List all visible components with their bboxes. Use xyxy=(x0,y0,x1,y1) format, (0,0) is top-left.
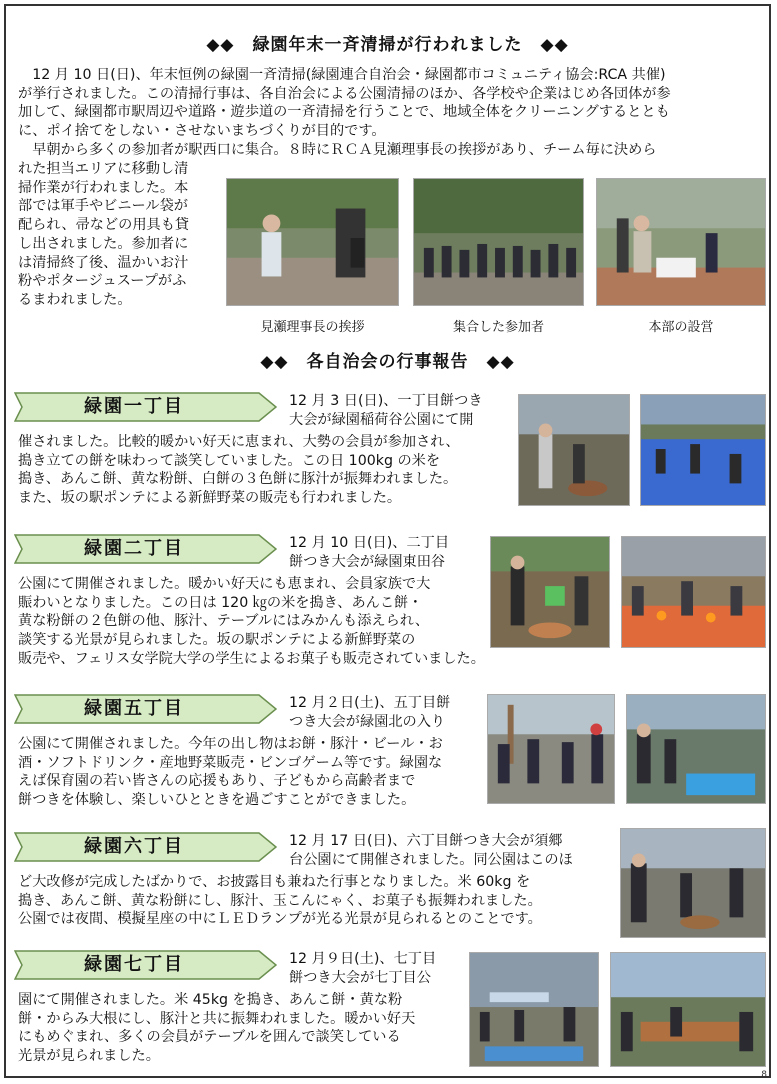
section-text-line: 餅つき大会が七丁目公 xyxy=(289,969,431,986)
section-label-text: 緑園二丁目 xyxy=(84,538,184,559)
chome2-mochi-photo-b xyxy=(621,536,766,648)
cleanup-line: は清掃終了後、温かいお汁 xyxy=(18,254,189,271)
photo-caption: 見瀬理事長の挨拶 xyxy=(260,320,365,335)
section-text-line: ど大改修が完成したばかりで、お披露目も兼ねた行事となりました。米 60kg を xyxy=(18,874,531,890)
section-text-line: 光景が見られました。 xyxy=(18,1048,160,1065)
section-text-line: 12 月 10 日(日)、二丁目 xyxy=(289,535,450,551)
section-head xyxy=(289,950,479,987)
section-label xyxy=(14,832,277,862)
section-text-line: 催されました。比較的暖かい好天に恵まれ、大勢の会員が参加され、 xyxy=(18,434,460,450)
section-text-line: 12 月 17 日(日)、六丁目餅つき大会が須郷 xyxy=(289,833,563,849)
chome6-mochi-photo xyxy=(620,828,766,938)
section-head xyxy=(289,694,489,731)
section-body xyxy=(18,991,473,1066)
section-text-line: にもめぐまれ、多くの会員がテーブルを囲んで談笑している xyxy=(18,1029,401,1046)
section-text-line: 大会が緑園稲荷谷公園にて開 xyxy=(289,411,474,428)
section-text-line: 餅・からみ大根にし、豚汁と共に振舞われました。暖かい好天 xyxy=(18,1010,416,1027)
chairman-greeting-photo xyxy=(226,178,399,306)
section-text-line: 酒・ソフトドリンク・産地野菜販売・ビンゴゲーム等です。緑園な xyxy=(18,754,443,771)
newsletter-page xyxy=(4,4,771,1078)
section-label xyxy=(14,392,277,422)
section-body xyxy=(18,873,628,929)
section-text-line: 公園では夜間、模擬星座の中にＬＥＤランプが光る光景が見られるとのことです。 xyxy=(18,911,542,928)
cleanup-paragraph xyxy=(18,160,228,310)
cleanup-line: 掃作業が行われました。本 xyxy=(18,179,189,196)
photo-caption: 本部の設営 xyxy=(648,320,714,335)
cleanup-line: 部では軍手やビニール袋が xyxy=(18,198,188,215)
section-text-line: 餅つきを体験し、楽しいひとときを過ごすことができました。 xyxy=(18,792,416,809)
section-label-text: 緑園六丁目 xyxy=(84,836,184,857)
cleanup-line: れた担当エリアに移動し清 xyxy=(18,161,189,177)
gathered-participants-photo xyxy=(413,178,584,306)
chome5-mochi-photo-b xyxy=(626,694,766,804)
section-label xyxy=(14,694,277,724)
intro-line: に、ポイ捨てをしない・させないまちづくりが目的です。 xyxy=(18,123,386,140)
intro-line: 12 月 10 日(日)、年末恒例の緑園一斉清掃(緑園連合自治会・緑園都市コミュニティ協会:RCA 共催) xyxy=(18,67,666,83)
section-head xyxy=(289,392,519,429)
page-title: ◆◆ 緑園年末一斉清掃が行われました ◆◆ xyxy=(206,35,569,55)
section-text-line: えば保育園の若い皆さんの応援もあり、子どもから高齢者まで xyxy=(18,773,416,790)
section-text-line: つき大会が緑園北の入り xyxy=(289,713,446,730)
page-number: 8 xyxy=(761,1070,767,1080)
section-text-line: 搗き、あんこ餅、黄な粉餅、白餅の３色餅に豚汁が振舞われました。 xyxy=(18,471,458,488)
section-text-line: 黄な粉餅の２色餅の他、豚汁、テーブルにはみかんも添えられ、 xyxy=(18,613,430,630)
chome1-mochi-photo-b xyxy=(640,394,766,506)
section-text-line: また、坂の駅ポンテによる新鮮野菜の販売も行われました。 xyxy=(18,490,402,507)
section-text-line: 談笑する光景が見られました。坂の駅ポンテによる新鮮野菜の xyxy=(18,632,416,649)
section-label xyxy=(14,534,277,564)
section-chome-6 xyxy=(14,832,609,942)
section-label-text: 緑園七丁目 xyxy=(84,954,184,975)
section-text-line: 搗き、あんこ餅、黄な粉餅にし、豚汁、玉こんにゃく、お菓子も振舞われました。 xyxy=(18,892,542,909)
section-text-line: 園にて開催されました。米 45kg を搗き、あんこ餅・黄な粉 xyxy=(18,992,403,1008)
headquarters-setup-photo xyxy=(596,178,766,306)
section-text-line: 12 月２日(土)、五丁目餅 xyxy=(289,695,451,711)
section-label xyxy=(14,950,277,980)
intro-paragraph xyxy=(18,66,763,160)
chome1-mochi-photo-a xyxy=(518,394,630,506)
section-body xyxy=(18,735,493,810)
section-text-line: 販売や、フェリス女学院大学の学生によるお菓子も販売されていました。 xyxy=(18,650,485,667)
section-label-text: 緑園一丁目 xyxy=(84,396,184,417)
cleanup-line: し出されました。参加者に xyxy=(18,235,189,252)
cleanup-line: るまわれました。 xyxy=(18,291,132,308)
intro-line: 早朝から多くの参加者が駅西口に集合。８時にＲＣＡ見瀬理事長の挨拶があり、チーム毎に決めら xyxy=(18,141,657,158)
intro-line: が挙行されました。この清掃行事は、各自治会による公園清掃のほか、各学校や企業はじめ各団体が参 xyxy=(18,85,671,102)
intro-line: 加して、緑園都市駅周辺や道路・遊歩道の一斉清掃を行うことで、地域全体をクリーニングするととも xyxy=(18,104,670,121)
chome7-mochi-photo-b xyxy=(610,952,766,1067)
section-text-line: 公園にて開催されました。暖かい好天にも恵まれ、会員家族で大 xyxy=(18,576,431,592)
photo-caption: 集合した参加者 xyxy=(452,320,544,335)
section-text-line: 12 月９日(土)、七丁目 xyxy=(289,951,437,967)
section-text-line: 12 月 3 日(日)、一丁目餅つき xyxy=(289,393,483,409)
section-text-line: 餅つき大会が緑園東田谷 xyxy=(289,553,446,570)
chome2-mochi-photo-a xyxy=(490,536,610,648)
report-title: ◆◆ 各自治会の行事報告 ◆◆ xyxy=(260,352,515,372)
section-text-line: 台公園にて開催されました。同公園はこのほ xyxy=(289,851,573,868)
section-head xyxy=(289,534,489,571)
cleanup-line: 粉やポタージュスープがふ xyxy=(18,273,187,290)
section-label-text: 緑園五丁目 xyxy=(84,698,184,719)
chome7-mochi-photo-a xyxy=(469,952,599,1067)
cleanup-line: 配られ、帚などの用具も貸 xyxy=(18,217,190,234)
chome5-mochi-photo-a xyxy=(487,694,615,804)
section-text-line: 搗き立ての餅を味わって談笑していました。この日 100kg の米を xyxy=(18,452,441,469)
section-body xyxy=(18,575,563,669)
section-text-line: 賑わいとなりました。この日は 120 ㎏の米を搗き、あんこ餅・ xyxy=(18,594,423,611)
section-body xyxy=(18,433,518,508)
section-text-line: 公園にて開催されました。今年の出し物はお餅・豚汁・ビール・お xyxy=(18,736,443,752)
section-head xyxy=(289,832,619,869)
